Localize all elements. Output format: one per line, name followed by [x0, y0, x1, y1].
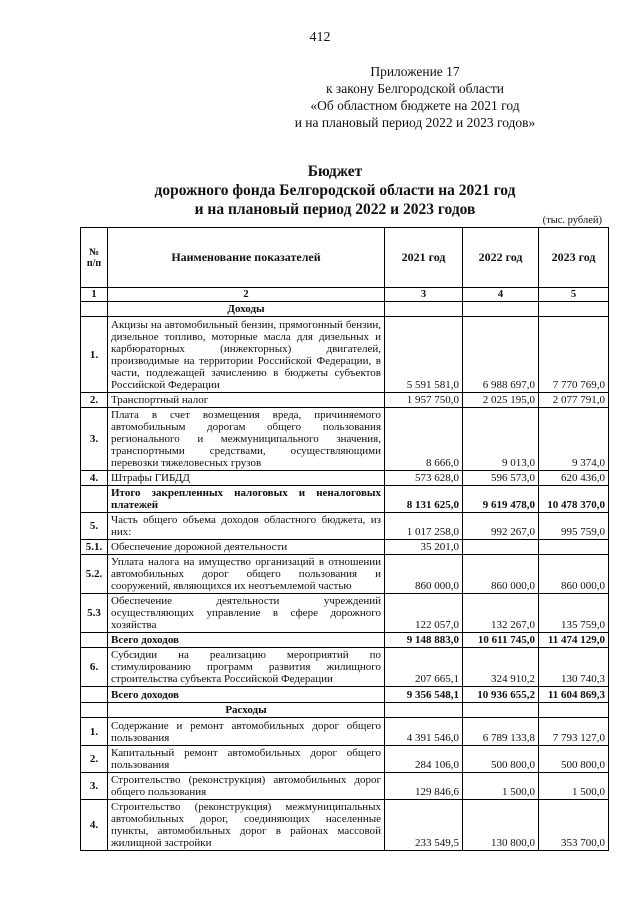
section-income-row: [81, 302, 609, 317]
row-number: 1.: [81, 317, 108, 393]
value-2022: 9 013,0: [463, 408, 539, 471]
table-row: [81, 800, 609, 851]
value-2022: 10 936 655,2: [463, 687, 539, 703]
section-expense-row: [81, 703, 609, 718]
table-header-row: [81, 228, 609, 288]
row-number: 4.: [81, 800, 108, 851]
row-number: 5.: [81, 513, 108, 540]
indicator-name: Строительство (реконструкция) межмуниципальных автомобильных дорог, соединяющих населенные пункты, автомобильных дорог в районах массовой жилищной застройки: [108, 800, 385, 851]
value-2022: 130 800,0: [463, 800, 539, 851]
header-num: № п/п: [81, 228, 108, 288]
row-number: [81, 633, 108, 648]
indicator-name: Субсидии на реализацию мероприятий по стимулированию программ развития жилищного строительства субъекта Российской Федерации: [108, 648, 385, 687]
value-2023: 995 759,0: [539, 513, 609, 540]
index-cell: 1: [81, 288, 108, 302]
section-empty-cell: [385, 302, 463, 317]
value-2023: 7 793 127,0: [539, 718, 609, 746]
row-number: 5.3: [81, 594, 108, 633]
section-empty-cell: [539, 703, 609, 718]
value-2022: 10 611 745,0: [463, 633, 539, 648]
table-row: [81, 486, 609, 513]
indicator-name: Обеспечение дорожной деятельности: [108, 540, 385, 555]
indicator-name: Капитальный ремонт автомобильных дорог общего пользования: [108, 746, 385, 773]
table-row: [81, 317, 609, 393]
indicator-name: Всего доходов: [108, 687, 385, 703]
column-index-row: [81, 288, 609, 302]
value-2023: 130 740,3: [539, 648, 609, 687]
document-title: [100, 162, 570, 219]
value-2023: [539, 540, 609, 555]
value-2021: 573 628,0: [385, 471, 463, 486]
title-line: дорожного фонда Белгородской области на 2021 год: [154, 182, 516, 199]
header-2022: 2022 год: [463, 228, 539, 288]
value-2021: 233 549,5: [385, 800, 463, 851]
index-cell: 4: [463, 288, 539, 302]
table-row: [81, 746, 609, 773]
section-title: Расходы: [108, 703, 385, 718]
value-2021: 860 000,0: [385, 555, 463, 594]
section-empty-cell: [463, 703, 539, 718]
row-number: 1.: [81, 718, 108, 746]
table-row: [81, 633, 609, 648]
indicator-name: Часть общего объема доходов областного бюджета, из них:: [108, 513, 385, 540]
table-row: [81, 471, 609, 486]
page-number: 412: [309, 30, 331, 45]
section-title: Доходы: [108, 302, 385, 317]
indicator-name: Обеспечение деятельности учреждений осуществляющих управление в сфере дорожного хозяйства: [108, 594, 385, 633]
budget-table: [80, 227, 609, 851]
value-2023: 353 700,0: [539, 800, 609, 851]
indicator-name: Содержание и ремонт автомобильных дорог общего пользования: [108, 718, 385, 746]
row-number: 2.: [81, 746, 108, 773]
table-row: [81, 594, 609, 633]
value-2023: 620 436,0: [539, 471, 609, 486]
section-num-cell: [81, 302, 108, 317]
value-2022: 992 267,0: [463, 513, 539, 540]
section-empty-cell: [539, 302, 609, 317]
indicator-name: Транспортный налог: [108, 393, 385, 408]
value-2021: 8 131 625,0: [385, 486, 463, 513]
value-2023: 7 770 769,0: [539, 317, 609, 393]
row-number: 4.: [81, 471, 108, 486]
value-2021: 1 957 750,0: [385, 393, 463, 408]
value-2021: 8 666,0: [385, 408, 463, 471]
value-2022: 2 025 195,0: [463, 393, 539, 408]
indicator-name: Акцизы на автомобильный бензин, прямогонный бензин, дизельное топливо, моторные масла для дизельных и карбюраторных (инжекторных) двигателей, производимые на территории Российской Федерации, в части, подлежащей зачислению в бюджеты субъектов Российской Федерации: [108, 317, 385, 393]
value-2023: 11 474 129,0: [539, 633, 609, 648]
table-row: [81, 393, 609, 408]
indicator-name: Уплата налога на имущество организаций в отношении автомобильных дорог общего пользования и сооружений, являющихся их неотъемлемой частью: [108, 555, 385, 594]
value-2023: 2 077 791,0: [539, 393, 609, 408]
table-row: [81, 540, 609, 555]
value-2021: 35 201,0: [385, 540, 463, 555]
value-2021: 122 057,0: [385, 594, 463, 633]
indicator-name: Плата в счет возмещения вреда, причиняемого автомобильным дорогам общего пользования регионального и межмуниципального значения, транспортными средствами, осуществляющими перевозки тяжеловесных грузов: [108, 408, 385, 471]
section-empty-cell: [385, 703, 463, 718]
value-2021: 207 665,1: [385, 648, 463, 687]
table-row: [81, 408, 609, 471]
table-row: [81, 555, 609, 594]
row-number: [81, 687, 108, 703]
row-number: 2.: [81, 393, 108, 408]
index-cell: 2: [108, 288, 385, 302]
value-2021: 9 356 548,1: [385, 687, 463, 703]
appendix-header: [250, 63, 580, 131]
index-cell: 3: [385, 288, 463, 302]
units-label: (тыс. рублей): [542, 215, 602, 226]
appendix-line: к закону Белгородской области: [326, 81, 504, 96]
table-row: [81, 773, 609, 800]
appendix-line: Приложение 17: [370, 64, 460, 79]
value-2023: 11 604 869,3: [539, 687, 609, 703]
value-2022: [463, 540, 539, 555]
indicator-name: Итого закрепленных налоговых и неналоговых платежей: [108, 486, 385, 513]
value-2022: 6 789 133,8: [463, 718, 539, 746]
section-num-cell: [81, 703, 108, 718]
section-empty-cell: [463, 302, 539, 317]
value-2023: 10 478 370,0: [539, 486, 609, 513]
row-number: 5.2.: [81, 555, 108, 594]
value-2022: 324 910,2: [463, 648, 539, 687]
value-2022: 132 267,0: [463, 594, 539, 633]
value-2022: 9 619 478,0: [463, 486, 539, 513]
table-row: [81, 718, 609, 746]
value-2022: 500 800,0: [463, 746, 539, 773]
row-number: 3.: [81, 773, 108, 800]
table-row: [81, 687, 609, 703]
header-2021: 2021 год: [385, 228, 463, 288]
appendix-line: и на плановый период 2022 и 2023 годов»: [294, 115, 536, 130]
row-number: 6.: [81, 648, 108, 687]
value-2023: 860 000,0: [539, 555, 609, 594]
index-cell: 5: [539, 288, 609, 302]
value-2021: 9 148 883,0: [385, 633, 463, 648]
title-line: и на плановый период 2022 и 2023 годов: [194, 201, 476, 218]
value-2021: 5 591 581,0: [385, 317, 463, 393]
value-2021: 1 017 258,0: [385, 513, 463, 540]
value-2023: 9 374,0: [539, 408, 609, 471]
value-2023: 1 500,0: [539, 773, 609, 800]
value-2021: 129 846,6: [385, 773, 463, 800]
indicator-name: Всего доходов: [108, 633, 385, 648]
value-2022: 1 500,0: [463, 773, 539, 800]
indicator-name: Штрафы ГИБДД: [108, 471, 385, 486]
row-number: 5.1.: [81, 540, 108, 555]
value-2022: 6 988 697,0: [463, 317, 539, 393]
indicator-name: Строительство (реконструкция) автомобильных дорог общего пользования: [108, 773, 385, 800]
value-2021: 4 391 546,0: [385, 718, 463, 746]
header-2023: 2023 год: [539, 228, 609, 288]
table-row: [81, 648, 609, 687]
value-2023: 135 759,0: [539, 594, 609, 633]
value-2021: 284 106,0: [385, 746, 463, 773]
value-2022: 596 573,0: [463, 471, 539, 486]
appendix-line: «Об областном бюджете на 2021 год: [310, 98, 520, 113]
title-line: Бюджет: [307, 163, 363, 180]
table-row: [81, 513, 609, 540]
row-number: 3.: [81, 408, 108, 471]
value-2022: 860 000,0: [463, 555, 539, 594]
header-name: Наименование показателей: [108, 228, 385, 288]
value-2023: 500 800,0: [539, 746, 609, 773]
row-number: [81, 486, 108, 513]
